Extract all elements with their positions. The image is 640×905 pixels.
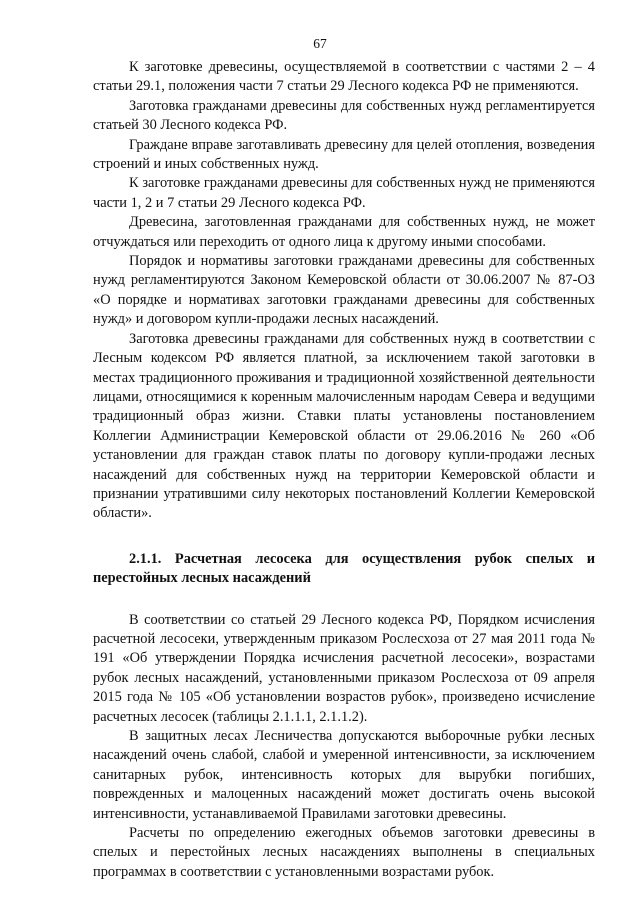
paragraph: Заготовка гражданами древесины для собственных нужд регламентируется статьей 30 Лесного кодекса РФ. <box>93 97 595 134</box>
section-heading: 2.1.1. Расчетная лесосека для осуществления рубок спелых и перестойных лесных насаждений <box>93 550 595 587</box>
spacer <box>93 524 595 550</box>
page-number: 67 <box>313 36 327 51</box>
paragraph: К заготовке древесины, осуществляемой в соответствии с частями 2 – 4 статьи 29.1, положения части 7 статьи 29 Лесного кодекса РФ не применяются. <box>93 59 595 95</box>
spacer <box>93 589 595 611</box>
paragraph: В защитных лесах Лесничества допускаются выборочные рубки лесных насаждений очень слабой, слабой и умеренной интенсивности, за исключением санитарных рубок, интенсивность которых для вырубки погибших, поврежденных и малоценных насаждений может достигать очень высокой интенсивности, устанавливаемой Правилами заготовки древесины. <box>93 728 595 822</box>
paragraph: Расчеты по определению ежегодных объемов заготовки древесины в спелых и перестойных лесных насаждениях выполнены в специальных программах в соответствии с установленными возрастами рубок. <box>93 825 595 880</box>
paragraph: Заготовка древесины гражданами для собственных нужд в соответствии с Лесным кодексом РФ является платной, за исключением такой заготовки в местах традиционного проживания и традиционной хозяйственной деятельности лицами, относящимися к коренным малочисленным народам Севера и ведущими традиционный образ жизни. Ставки платы установлены постановлением Коллегии Администрации Кемеровской области от 29.06.2016 № 260 «Об установлении для граждан ставок платы по договору купли-продажи лесных насаждений для собственных нужд на территории Кемеровской области и признании утратившими силу некоторых постановлений Коллегии Кемеровской области». <box>93 330 595 522</box>
document-body <box>93 58 595 882</box>
paragraph: В соответствии со статьей 29 Лесного кодекса РФ, Порядком исчисления расчетной лесосеки, утвержденным приказом Рослесхоза от 27 мая 2011 года № 191 «Об утверждении Порядка исчисления расчетной лесосеки», возрастами рубок лесных насаждений, установленными приказом Рослесхоза от 09 апреля 2015 года № 105 «Об установлении возрастов рубок», произведено исчисление расчетных лесосек (таблицы 2.1.1.1, 2.1.1.2). <box>93 611 595 725</box>
paragraph: К заготовке гражданами древесины для собственных нужд не применяются части 1, 2 и 7 статьи 29 Лесного кодекса РФ. <box>93 175 595 211</box>
paragraph: Порядок и нормативы заготовки гражданами древесины для собственных нужд регламентируются Законом Кемеровской области от 30.06.2007 № 87-ОЗ «О порядке и нормативах заготовки гражданами древесины для собственных нужд» и договором купли-продажи лесных насаждений. <box>93 253 595 328</box>
paragraph: Древесина, заготовленная гражданами для собственных нужд, не может отчуждаться или переходить от одного лица к другому иными способами. <box>93 214 595 250</box>
paragraph: Граждане вправе заготавливать древесину для целей отопления, возведения строений и иных собственных нужд. <box>93 136 595 173</box>
